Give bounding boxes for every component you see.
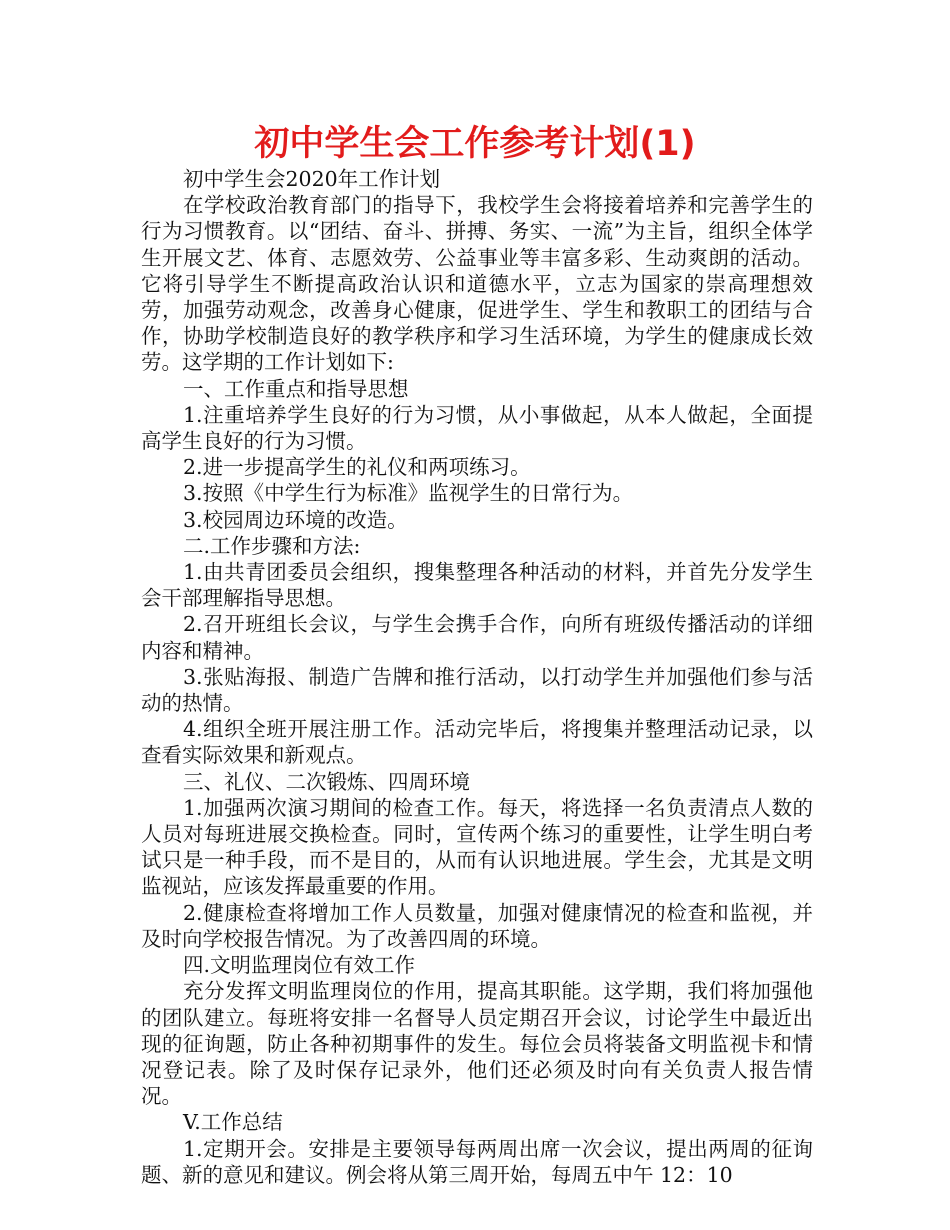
list-item: 1.加强两次演习期间的检查工作。每天，将选择一名负责清点人数的人员对每班进展交换检查。同时，宣传两个练习的重要性，让学生明白考试只是一种手段，而不是目的，从而有认识地进展。学生会，尤其是文明监视站，应该发挥最重要的作用。	[141, 795, 813, 899]
list-item: 2.进一步提高学生的礼仪和两项练习。	[183, 455, 531, 480]
section-heading-4: 四.文明监理岗位有效工作	[183, 953, 416, 978]
section-heading-3: 三、礼仪、二次锻炼、四周环境	[183, 769, 471, 794]
section-heading-5: V.工作总结	[183, 1110, 283, 1135]
section-heading-1: 一、工作重点和指导思想	[183, 376, 409, 401]
list-item: 2.健康检查将增加工作人员数量，加强对健康情况的检查和监视，并及时向学校报告情况。为了改善四周的环境。	[141, 900, 813, 951]
list-item: 3.校园周边环境的改造。	[183, 507, 408, 532]
section-heading-2: 二.工作步骤和方法:	[183, 533, 361, 558]
paragraph-plan-heading: 初中学生会2020年工作计划	[183, 167, 441, 191]
document-body	[141, 166, 813, 1188]
list-item: 3.按照《中学生行为标准》监视学生的日常行为。	[183, 481, 634, 506]
list-item: 2.召开班组长会议，与学生会携手合作，向所有班级传播活动的详细内容和精神。	[141, 612, 813, 663]
document-title: 初中学生会工作参考计划(1)	[254, 124, 696, 164]
list-item: 1.注重培养学生良好的行为习惯，从小事做起，从本人做起，全面提高学生良好的行为习惯。	[141, 402, 813, 454]
paragraph-supervision: 充分发挥文明监理岗位的作用，提高其职能。这学期，我们将加强他的团队建立。每班将安排一名督导人员定期召开会议，讨论学生中最近出现的征询题，防止各种初期事件的发生。每位会员将装备文明监视卡和情况登记表。除了及时保存记录外，他们还必须及时向有关负责人报告情况。	[141, 979, 813, 1109]
list-item: 4.组织全班开展注册工作。活动完毕后，将搜集并整理活动记录，以查看实际效果和新观点。	[141, 717, 813, 768]
list-item: 3.张贴海报、制造广告牌和推行活动，以打动学生并加强他们参与活动的热情。	[141, 664, 813, 716]
list-item: 1.由共青团委员会组织，搜集整理各种活动的材料，并首先分发学生会干部理解指导思想。	[141, 560, 813, 611]
list-item: 1.定期开会。安排是主要领导每两周出席一次会议，提出两周的征询题、新的意见和建议。例会将从第三周开始，每周五中午 12：10	[141, 1136, 813, 1187]
paragraph-intro: 在学校政治教育部门的指导下，我校学生会将接着培养和完善学生的行为习惯教育。以“团结、奋斗、拼搏、务实、一流”为主旨，组织全体学生开展文艺、体育、志愿效劳、公益事业等丰富多彩、生动爽朗的活动。它将引导学生不断提高政治认识和道德水平，立志为国家的崇高理想效劳，加强劳动观念，改善身心健康，促进学生、学生和教职工的团结与合作，协助学校制造良好的教学秩序和学习生活环境，为学生的健康成长效劳。这学期的工作计划如下:	[141, 193, 813, 375]
